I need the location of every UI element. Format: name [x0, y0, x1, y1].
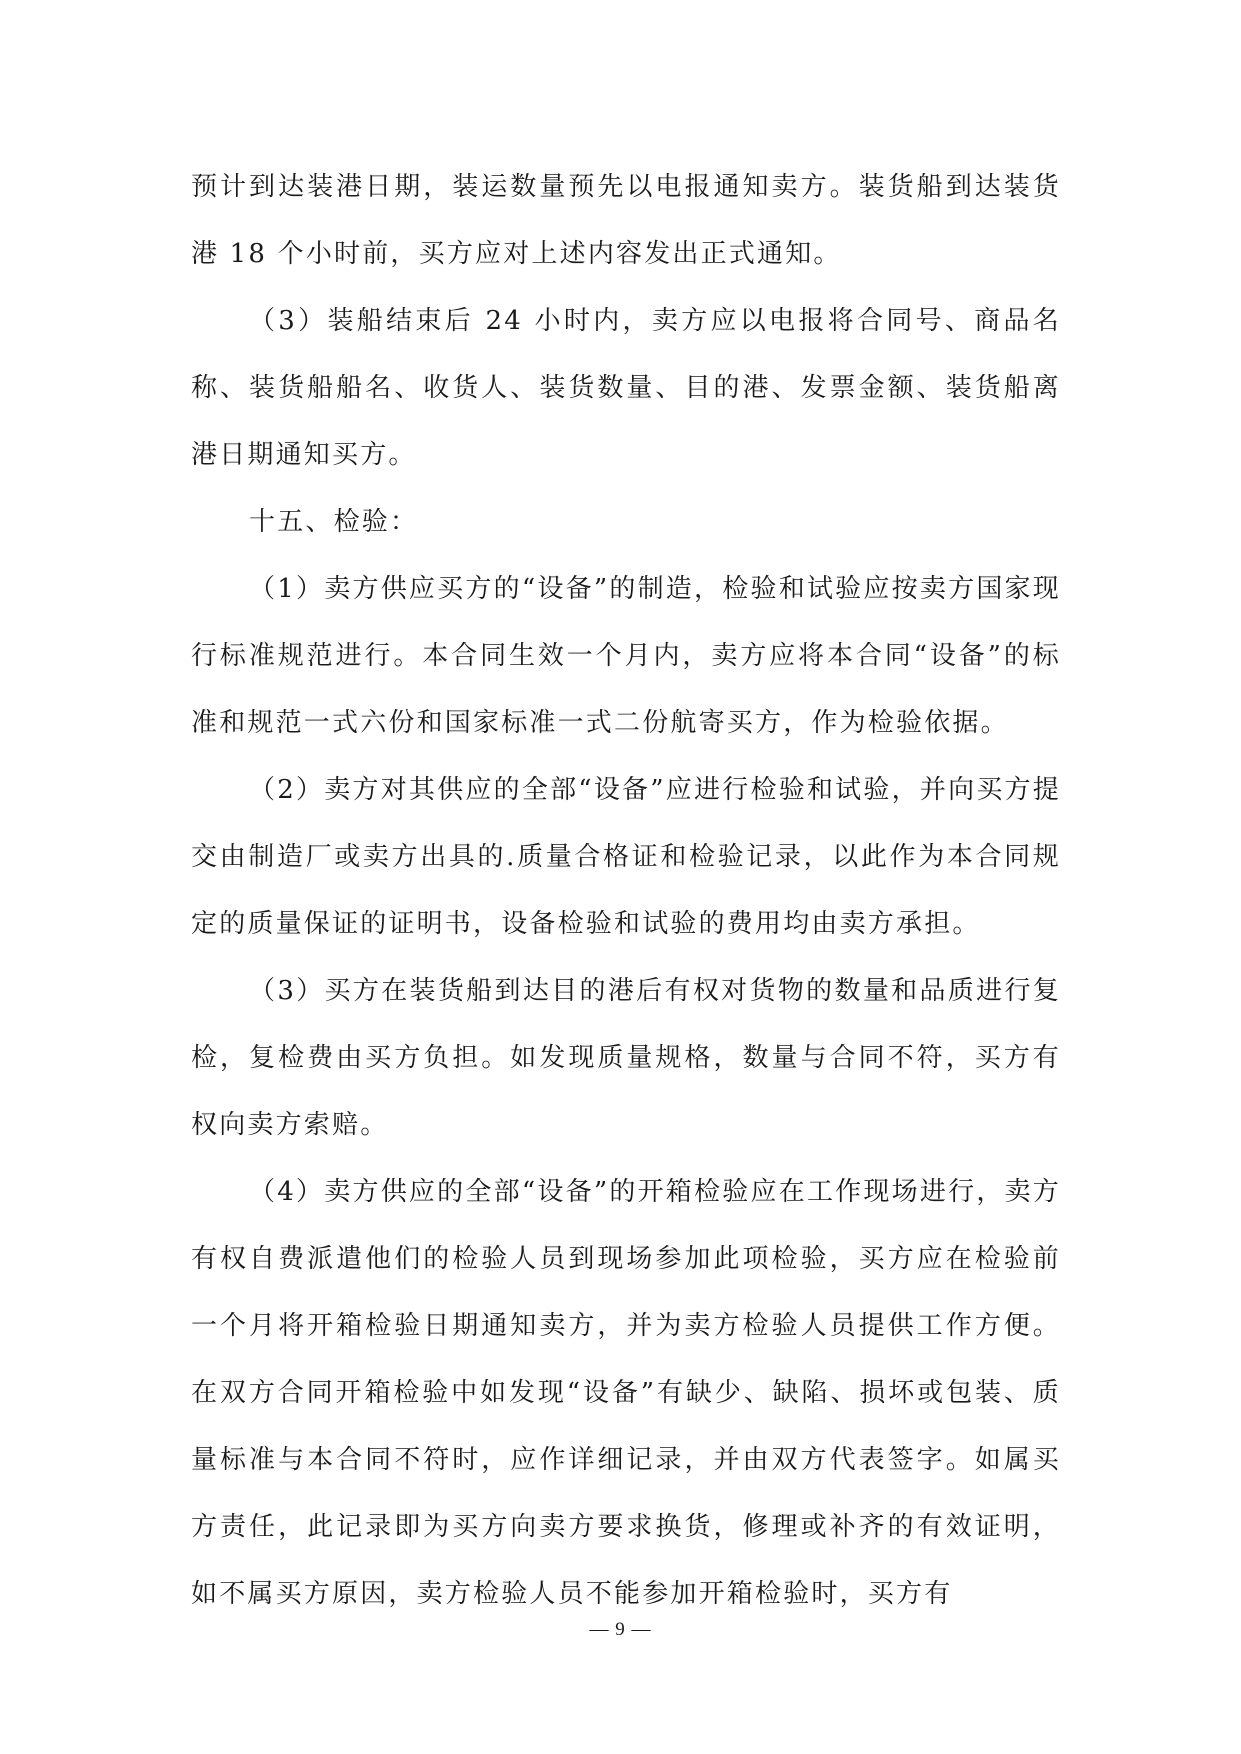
paragraph-item-4-unpacking-inspection: （4）卖方供应的全部“设备”的开箱检验应在工作现场进行，卖方有权自费派遣他们的检验人员到现场参加此项检验，买方应在检验前一个月将开箱检验日期通知卖方，并为卖方检验人员提供工作方便。在双方合同开箱检验中如发现“设备”有缺少、缺陷、损坏或包装、质量标准与本合同不符时，应作详细记录，并由双方代表签字。如属买方责任，此记录即为买方向卖方要求换货，修理或补齐的有效证明，如不属买方原因，卖方检验人员不能参加开箱检验时，买方有: [191, 1177, 1061, 1609]
paragraph-item-3-shipping-notice: （3）装船结束后 24 小时内，卖方应以电报将合同号、商品名称、装货船船名、收货人、装货数量、目的港、发票金额、装货船离港日期通知买方。: [191, 306, 1061, 470]
page-number: — 9 —: [589, 1619, 652, 1640]
paragraph-continuation: 预计到达装港日期，装运数量预先以电报通知卖方。装货船到达装货港 18 个小时前，买方应对上述内容发出正式通知。: [191, 172, 1061, 269]
paragraph-item-2-testing: （2）卖方对其供应的全部“设备”应进行检验和试验，并向买方提交由制造厂或卖方出具的.质量合格证和检验记录，以此作为本合同规定的质量保证的证明书，设备检验和试验的费用均由卖方承担。: [191, 775, 1061, 939]
paragraph-item-3-reinspection: （3）买方在装货船到达目的港后有权对货物的数量和品质进行复检，复检费由买方负担。如发现质量规格，数量与合同不符，买方有权向卖方索赔。: [191, 976, 1061, 1140]
section-heading-inspection: 十五、检验：: [249, 507, 419, 537]
paragraph-item-1-standards: （1）卖方供应买方的“设备”的制造，检验和试验应按卖方国家现行标准规范进行。本合同生效一个月内，卖方应将本合同“设备”的标准和规范一式六份和国家标准一式二份航寄买方，作为检验依据。: [191, 574, 1061, 738]
body-text: [191, 154, 1061, 1628]
